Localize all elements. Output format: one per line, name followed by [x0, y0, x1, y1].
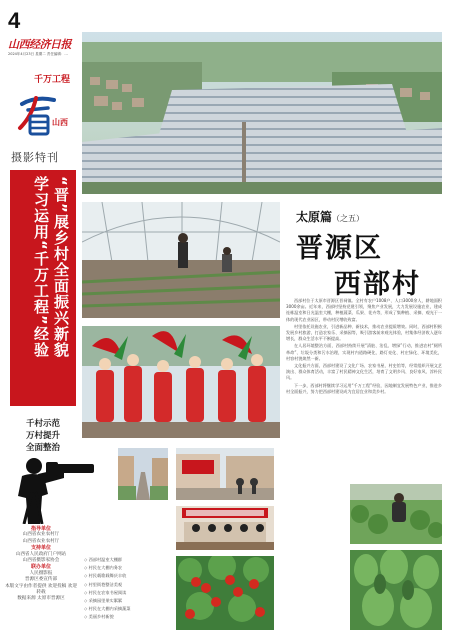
credit-label: 联办单位	[30, 564, 51, 571]
photo-captions	[84, 556, 274, 622]
village-lane-photo	[118, 448, 168, 500]
photo-caption: ◇ 美丽乡村新貌	[84, 613, 274, 621]
side-lead-line: 全面整治	[25, 443, 60, 453]
credit-text: 山西省农业农村厅	[22, 538, 60, 544]
article-title-line1: 晋源区	[296, 233, 383, 264]
aerial-greenhouse-photo	[82, 32, 442, 194]
side-lead-line: 万村提升	[25, 431, 60, 441]
banner-headline-main: “晋”展乡村全面振兴新貌	[52, 176, 70, 358]
credit-text: 晋源区委宣传部	[24, 577, 58, 583]
side-lead	[10, 418, 76, 454]
greenhouse-farmers-photo	[82, 202, 280, 318]
credit-text: 数据来源 太原市晋源区	[17, 596, 65, 602]
credit-text: 本版文字由作者提供 欢迎投稿 欢迎转载	[5, 583, 77, 596]
issue-line: 2024年4月23日 星期二 责任编辑：…	[8, 52, 68, 56]
kan-calligraphy-logo	[14, 92, 60, 142]
article-paragraph: 文化振兴方面，西部村建设了文化广场、农家书屋、村史馆等，经常组织开展文艺演出、群众体育活动，丰富了村民精神文化生活，培育了文明乡风、良好家风、淳朴民风。	[286, 363, 442, 381]
credits-block	[4, 526, 78, 603]
article-paragraph: 村里依托设施农业，引进新品种、新技术，推动农业提质增效。同时，西部村积极发展乡村旅游，打造农家乐、采摘园等，吸引游客前来观光体验，村集体经济收入逐年增长，群众生活水平不断提高。	[286, 323, 442, 342]
credit-label: 指导单位	[30, 526, 51, 532]
photo-caption: ◇ 村民在大棚内务农	[84, 564, 274, 572]
article-paragraph: 西部村位于太原市晋源区晋祠镇。全村有农户1008户、人口3000余人，耕地面积3000余亩。近年来，西部村坚持党建引领，聚焦产业发展，大力发展设施农业，建成连栋温室和日光温室大棚，种植蔬菜、瓜果、花卉等，形成了集种植、采摘、观光于一体的现代农业园区，带动村民增收致富。	[286, 298, 442, 322]
photo-caption: ◇ 村民在大棚内采摘蔬菜	[84, 605, 274, 613]
credit-text: 山西省摄影家协会	[22, 558, 60, 564]
photographer-silhouette-icon	[2, 452, 98, 524]
series-number: （之五）	[332, 214, 365, 223]
newspaper-masthead: 山西经济日报	[8, 38, 71, 51]
credit-text: 人民摄影报	[29, 570, 53, 576]
article-paragraph: 在人居环境整治方面，西部村持续开展“清脏、治乱、增绿”行动，推进农村“厕所革命”、垃圾分类和污水治理，实现村内道路硬化、路灯亮化、村庄绿化、环境美化，村容村貌焕然一新。	[286, 343, 442, 361]
series-name: 太原篇	[296, 210, 333, 224]
village-street-photo	[176, 448, 274, 500]
project-name-line1: 千万工程	[34, 75, 71, 85]
article-body	[286, 298, 442, 480]
shanxi-logo-text: 山西	[52, 118, 68, 127]
photo-caption: ◇ 村民在农家书屋阅读	[84, 589, 274, 597]
village-dance-photo	[82, 326, 280, 438]
credit-text: 山西省农业农村厅	[22, 532, 60, 538]
photo-caption: ◇ 采摘园里果实累累	[84, 597, 274, 605]
photo-caption: ◇ 西部村温室大棚群	[84, 556, 274, 564]
special-edition-label: 摄影特刊	[11, 151, 59, 164]
headline-banner	[10, 170, 76, 406]
article-paragraph: 下一步，西部村将继续学习运用“千万工程”经验，因地制宜发展特色产业，推进乡村全面振兴，努力把西部村建设成为宜居宜业和美乡村。	[286, 382, 442, 394]
vegetable-picking-photo	[350, 484, 442, 544]
article-title-line2: 西部村	[334, 269, 421, 300]
photo-caption: ◇ 村民载歌载舞庆丰收	[84, 572, 274, 580]
village-greenery-photo	[350, 550, 442, 630]
page-number: 4	[8, 8, 21, 33]
reading-room-photo	[176, 506, 274, 550]
banner-headline-sub: 学习运用“千万工程”经验	[32, 176, 50, 358]
photo-caption: ◇ 村里街巷整洁美观	[84, 581, 274, 589]
series-label	[296, 208, 364, 225]
credit-label: 支持单位	[30, 545, 51, 552]
side-lead-line: 千村示范	[25, 419, 60, 429]
credit-text: 山西省人民政府门户网站	[15, 551, 67, 557]
